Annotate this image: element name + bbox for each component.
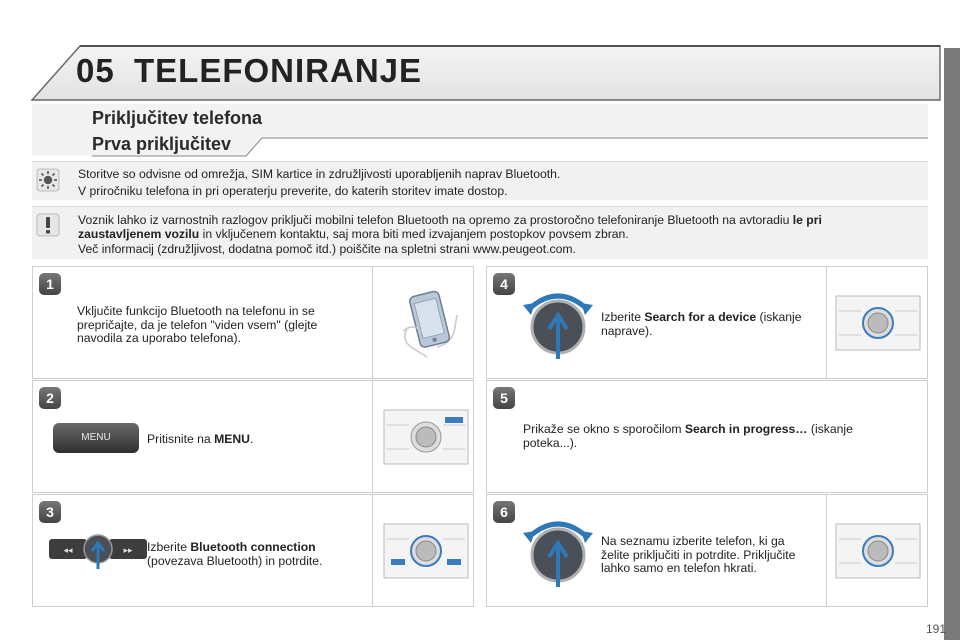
step-text: Izberite — [601, 310, 645, 324]
arrow-buttons-knob-icon — [47, 533, 147, 573]
step-text-bold: Search in progress… — [684, 422, 808, 436]
step-description — [601, 311, 802, 338]
step-text-bold: MENU — [214, 432, 250, 446]
step-card-3 — [32, 494, 474, 607]
info-note-line: Več informacij (združljivost, dodatna pomoč itd.) poiščite na spletni strani www.peugeot.com. — [78, 242, 576, 256]
step-text: . — [249, 432, 254, 446]
step-text-bold: Bluetooth connection — [190, 540, 316, 554]
step-text-line: lahko samo en telefon hkrati. — [601, 561, 757, 575]
step-description — [523, 423, 853, 450]
step-description — [147, 433, 253, 447]
menu-button-illustration: MENU — [53, 423, 139, 453]
card-divider — [826, 267, 827, 378]
step-text: Pritisnite na — [147, 432, 215, 446]
step-text-line: (povezava Bluetooth) in potrdite. — [147, 553, 323, 568]
info-note-bold: le pri — [792, 213, 822, 227]
step-text-line: želite priključiti in potrdite. Priključite — [601, 547, 796, 562]
info-note-line: V priročniku telefona in pri operaterju preverite, do katerih storitev imate dostop. — [78, 184, 508, 198]
info-note-line — [78, 213, 822, 227]
card-divider — [372, 381, 373, 492]
rotary-knob-press-icon — [523, 509, 593, 589]
step-description — [147, 541, 322, 568]
step-text: (iskanje — [807, 422, 853, 436]
info-note-line: Storitve so odvisne od omrežja, SIM kartice in združljivosti uporabljenih naprav Bluetooth. — [78, 167, 561, 181]
chapter-number: 05 — [76, 52, 115, 89]
radio-panel-icon — [835, 523, 921, 579]
section-subtitle: Prva priključitev — [92, 134, 232, 154]
step-text-line — [147, 541, 322, 555]
step-text-line — [523, 423, 853, 437]
step-card-4 — [486, 266, 928, 379]
step-description — [601, 535, 795, 576]
step-number-badge: 5 — [493, 387, 515, 409]
step-number-badge: 4 — [493, 273, 515, 295]
step-number-badge: 6 — [493, 501, 515, 523]
rotary-knob-press-icon — [523, 281, 593, 361]
step-description — [77, 305, 317, 346]
radio-panel-icon — [383, 523, 469, 579]
radio-panel-icon — [383, 409, 469, 465]
step-card-5 — [486, 380, 928, 493]
step-text: (iskanje — [756, 310, 802, 324]
info-note-services — [32, 161, 928, 200]
info-note-text: Voznik lahko iz varnostnih razlogov priključi mobilni telefon Bluetooth na opremo za prostoročno telefoniranje Bluetooth na avtoradiu — [78, 213, 793, 227]
info-note-safety — [32, 206, 928, 259]
step-card-2 — [32, 380, 474, 493]
step-number-badge: 2 — [39, 387, 61, 409]
step-text-line: naprave). — [601, 323, 653, 338]
step-number-badge: 3 — [39, 501, 61, 523]
step-card-6 — [486, 494, 928, 607]
warning-icon — [36, 213, 60, 237]
page-number: 191 — [925, 622, 946, 636]
step-text-bold: Search for a device — [644, 310, 757, 324]
info-note-bold: zaustavljenem vozilu — [78, 227, 200, 241]
lightbulb-icon — [36, 168, 60, 192]
svg-text:◂◂: ◂◂ — [63, 546, 73, 556]
info-note-line — [78, 227, 629, 241]
step-text-line: Vključite funkcijo Bluetooth na telefonu in se — [77, 304, 315, 318]
step-text-line — [601, 311, 802, 325]
step-text-line: Na seznamu izberite telefon, ki ga — [601, 534, 785, 548]
step-number-badge: 1 — [39, 273, 61, 295]
info-note-text: in vključenem kontaktu, saj mora biti med izvajanjem postopkov povsem zbran. — [199, 227, 629, 241]
card-divider — [372, 267, 373, 378]
section-title: Priključitev telefona — [92, 108, 263, 128]
radio-panel-icon — [835, 295, 921, 351]
page-edge-tab — [944, 48, 960, 640]
step-card-1 — [32, 266, 474, 379]
step-text-line: poteka...). — [523, 435, 578, 450]
card-divider — [372, 495, 373, 606]
svg-text:▸▸: ▸▸ — [123, 546, 133, 556]
step-text-line: navodila za uporabo telefona). — [77, 331, 241, 345]
step-text: Izberite — [147, 540, 191, 554]
smartphone-hand-icon — [397, 287, 467, 359]
step-text: Prikaže se okno s sporočilom — [523, 422, 685, 436]
step-text-line: prepričajte, da je telefon "viden vsem" (glejte — [77, 317, 318, 332]
chapter-title: TELEFONIRANJE — [134, 52, 423, 89]
card-divider — [826, 495, 827, 606]
